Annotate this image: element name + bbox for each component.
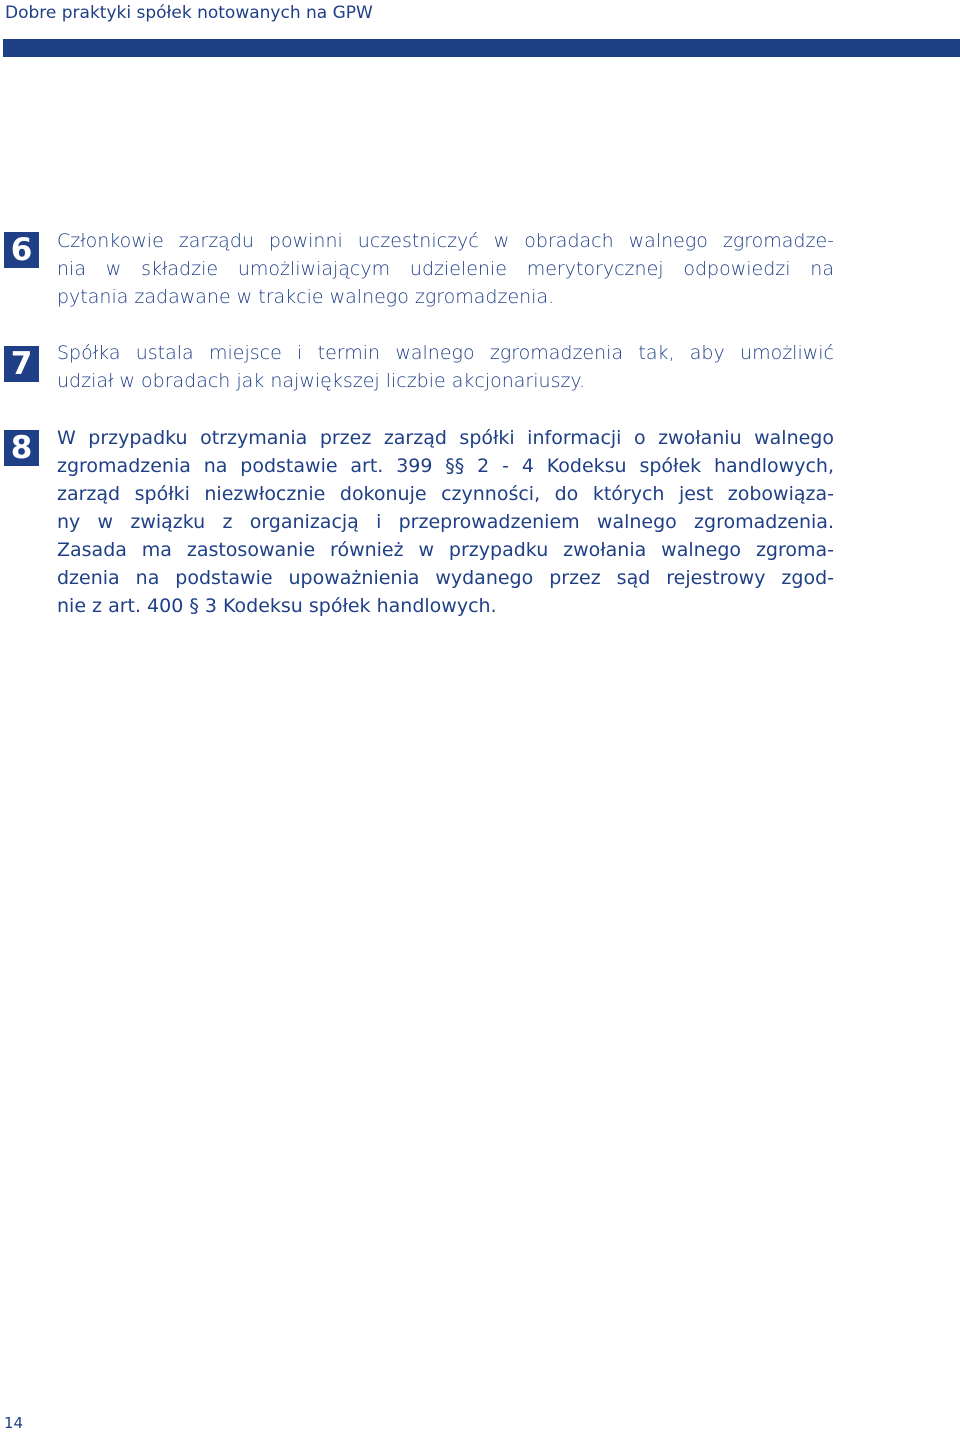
- text-line: zgromadzenia na podstawie art. 399 §§ 2 - 4 Kodeksu spółek handlowych,: [57, 455, 834, 477]
- text-line: ny w związku z organizacją i przeprowadzeniem walnego zgromadzenia.: [57, 511, 834, 533]
- item-8-text: [57, 424, 834, 620]
- text-line: Członkowie zarządu powinni uczestniczyć w obradach walnego zgromadze-: [57, 230, 834, 252]
- text-line: nia w składzie umożliwiającym udzielenie merytorycznej odpowiedzi na: [57, 258, 834, 280]
- text-line: nie z art. 400 § 3 Kodeksu spółek handlowych.: [57, 595, 497, 617]
- text-line: udział w obradach jak największej liczbie akcjonariuszy.: [57, 370, 586, 392]
- text-line: dzenia na podstawie upoważnienia wydanego przez sąd rejestrowy zgod-: [57, 567, 834, 589]
- document-header-title: Dobre praktyki spółek notowanych na GPW: [5, 3, 373, 23]
- text-line: zarząd spółki niezwłocznie dokonuje czynności, do których jest zobowiąza-: [57, 483, 834, 505]
- item-number-badge: 7: [4, 346, 39, 382]
- text-line: W przypadku otrzymania przez zarząd spółki informacji o zwołaniu walnego: [57, 427, 834, 449]
- header-bar: [3, 39, 960, 57]
- item-number-badge: 8: [4, 430, 39, 466]
- page-number: 14: [4, 1414, 24, 1432]
- item-number-badge: 6: [4, 232, 39, 268]
- text-line: Zasada ma zastosowanie również w przypadku zwołania walnego zgroma-: [57, 539, 834, 561]
- text-line: Spółka ustala miejsce i termin walnego zgromadzenia tak, aby umożliwić: [57, 342, 834, 364]
- item-6-text: [57, 227, 834, 311]
- text-line: pytania zadawane w trakcie walnego zgromadzenia.: [57, 286, 555, 308]
- item-7-text: [57, 339, 834, 395]
